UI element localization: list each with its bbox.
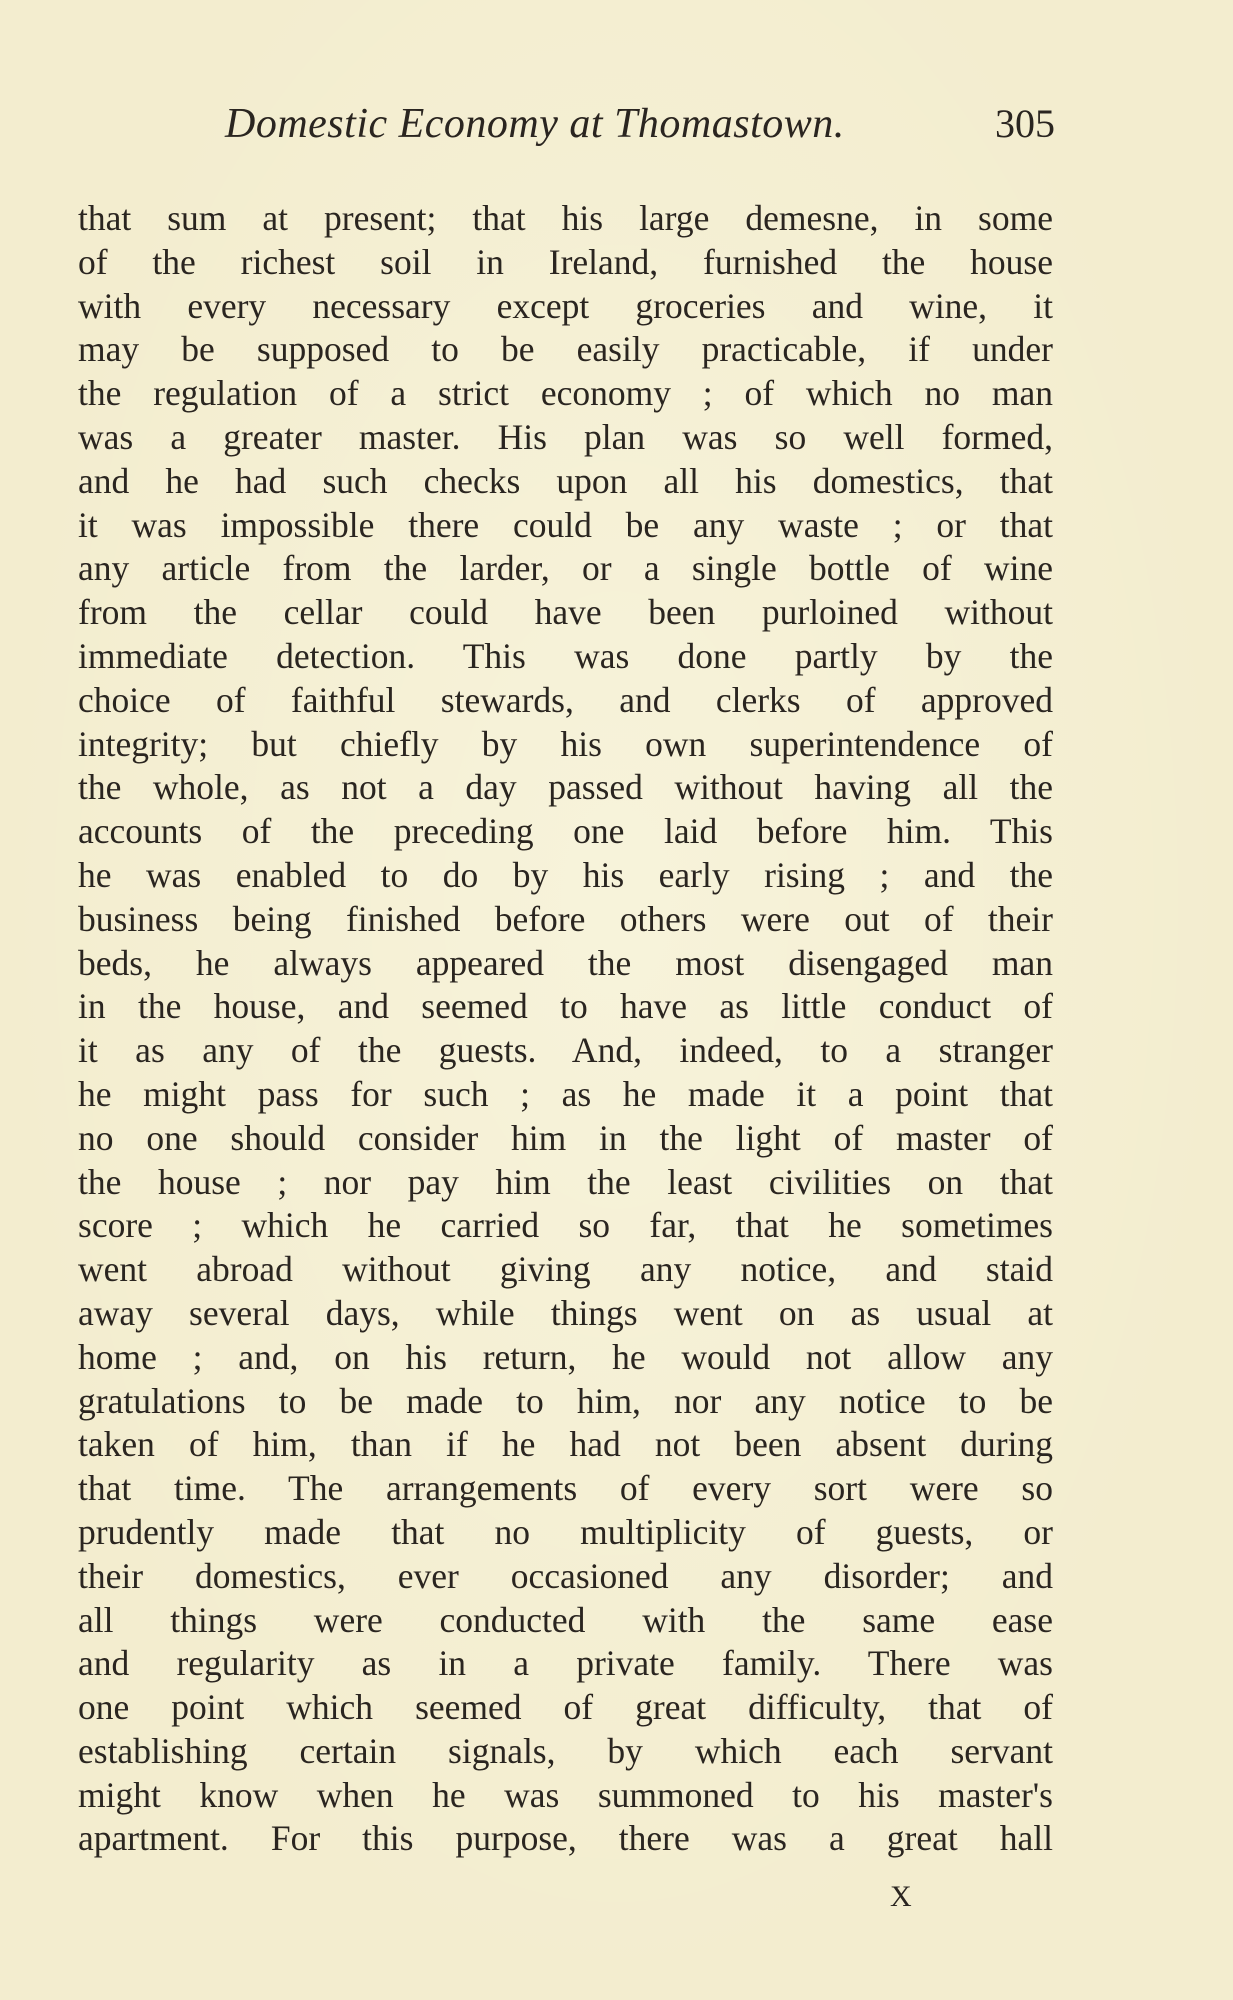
- running-head: [225, 100, 1055, 160]
- text-line: that time. The arrangements of every sort were so: [78, 1468, 1053, 1509]
- text-line: business being finished before others were out of their: [78, 898, 1053, 939]
- text-line: gratulations to be made to him, nor any notice to be: [78, 1380, 1053, 1421]
- text-line: apartment. For this purpose, there was a great hall: [78, 1818, 1053, 1859]
- text-line: prudently made that no multiplicity of guests, or: [78, 1511, 1053, 1552]
- text-line: accounts of the preceding one laid before him. This: [78, 811, 1053, 852]
- text-line: any article from the larder, or a single bottle of wine: [78, 548, 1053, 589]
- text-line: from the cellar could have been purloined without: [78, 592, 1053, 633]
- text-line: and he had such checks upon all his domestics, that: [78, 460, 1053, 501]
- text-line: was a greater master. His plan was so well formed,: [78, 416, 1053, 457]
- signature-mark: X: [890, 1880, 913, 1913]
- text-line: he might pass for such ; as he made it a point that: [78, 1073, 1053, 1114]
- page-number: 305: [995, 101, 1055, 146]
- text-line: it as any of the guests. And, indeed, to a stranger: [78, 1030, 1053, 1071]
- text-line: one point which seemed of great difficulty, that of: [78, 1687, 1053, 1728]
- text-line: went abroad without giving any notice, and staid: [78, 1249, 1053, 1290]
- body-text: [78, 197, 1053, 1861]
- text-line: may be supposed to be easily practicable, if under: [78, 329, 1053, 370]
- running-title: Domestic Economy at Thomastown.: [225, 101, 845, 147]
- text-line: the regulation of a strict economy ; of which no man: [78, 373, 1053, 414]
- text-line: immediate detection. This was done partly by the: [78, 635, 1053, 676]
- text-line: in the house, and seemed to have as little conduct of: [78, 986, 1053, 1027]
- text-line: establishing certain signals, by which each servant: [78, 1730, 1053, 1771]
- text-line: beds, he always appeared the most disengaged man: [78, 942, 1053, 983]
- text-line: might know when he was summoned to his master's: [78, 1774, 1053, 1815]
- text-line: the whole, as not a day passed without having all the: [78, 767, 1053, 808]
- text-line: he was enabled to do by his early rising ; and the: [78, 854, 1053, 895]
- text-line: integrity; but chiefly by his own superintendence of: [78, 723, 1053, 764]
- text-line: their domestics, ever occasioned any disorder; and: [78, 1555, 1053, 1596]
- text-line: with every necessary except groceries and wine, it: [78, 285, 1053, 326]
- text-line: away several days, while things went on as usual at: [78, 1292, 1053, 1333]
- text-line: the house ; nor pay him the least civilities on that: [78, 1161, 1053, 1202]
- text-line: taken of him, than if he had not been absent during: [78, 1424, 1053, 1465]
- text-line: and regularity as in a private family. There was: [78, 1643, 1053, 1684]
- text-line: that sum at present; that his large demesne, in some: [78, 198, 1053, 238]
- text-line: choice of faithful stewards, and clerks of approved: [78, 679, 1053, 720]
- text-line: no one should consider him in the light of master of: [78, 1117, 1053, 1158]
- text-line: home ; and, on his return, he would not allow any: [78, 1336, 1053, 1377]
- text-line: it was impossible there could be any waste ; or that: [78, 504, 1053, 545]
- text-line: score ; which he carried so far, that he sometimes: [78, 1205, 1053, 1246]
- text-line: of the richest soil in Ireland, furnished the house: [78, 241, 1053, 282]
- text-line: all things were conducted with the same ease: [78, 1599, 1053, 1640]
